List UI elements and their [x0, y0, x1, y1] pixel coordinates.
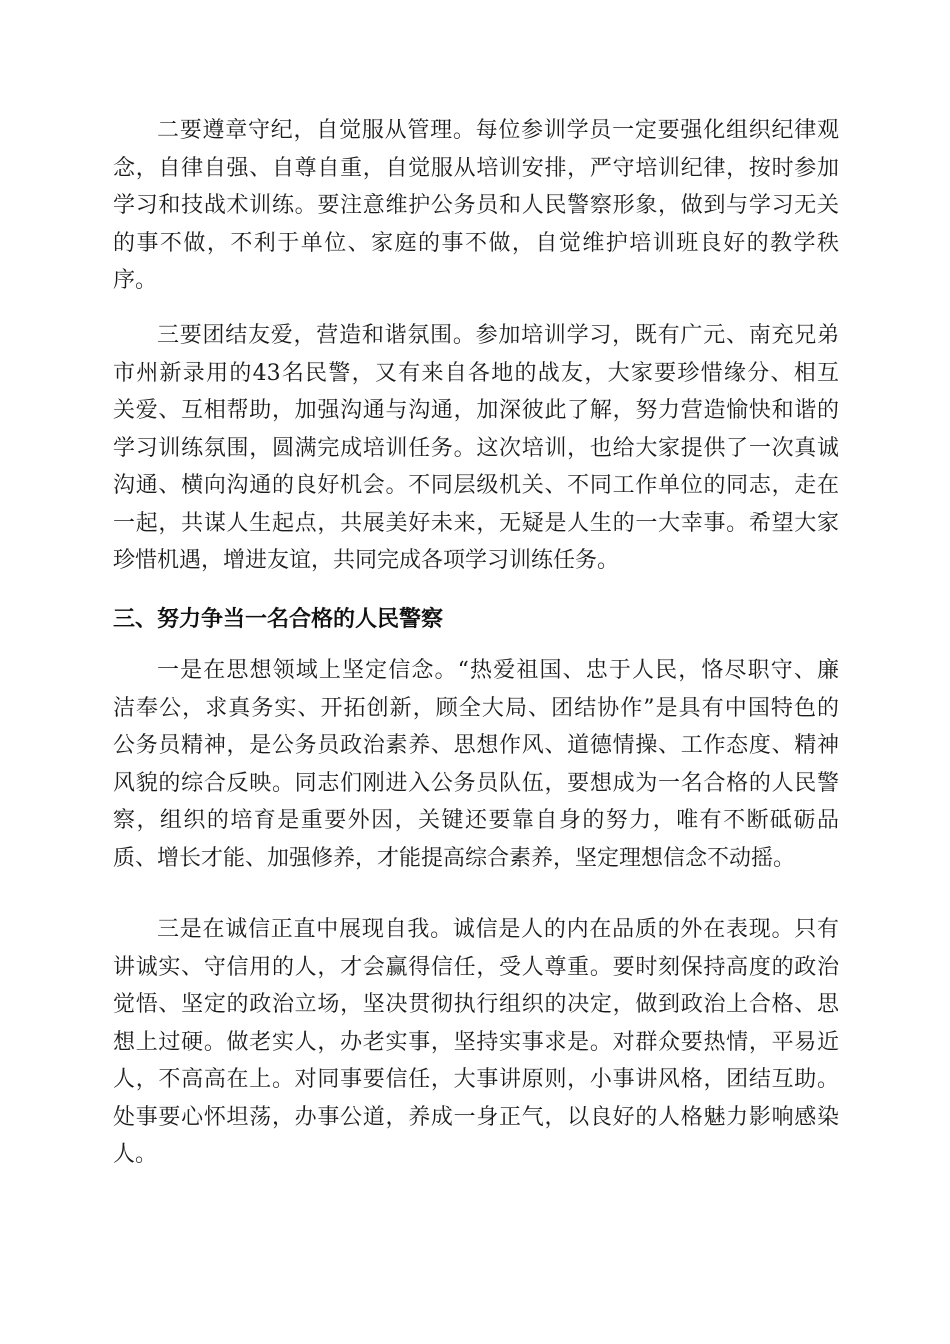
- text-line: 学习训练氛围，圆满完成培训任务。这次培训，也给大家提供了一次真诚: [113, 435, 839, 461]
- text-line: 学习和技战术训练。要注意维护公务员和人民警察形象，做到与学习无关: [113, 193, 839, 218]
- text-line: 市州新录用的43名民警，又有来自各地的战友，大家要珍惜缘分、相互: [113, 360, 839, 386]
- text-line: 念，自律自强、自尊自重，自觉服从培训安排，严守培训纪律，按时参加: [113, 155, 839, 181]
- text-line: 公务员精神，是公务员政治素养、思想作风、道德情操、工作态度、精神: [113, 733, 839, 758]
- text-line: 一是在思想领域上坚定信念。“热爱祖国、忠于人民，恪尽职守、廉: [157, 658, 839, 683]
- paragraph-belief: [113, 652, 839, 877]
- text-line: 觉悟、坚定的政治立场，坚决贯彻执行组织的决定，做到政治上合格、思: [113, 992, 839, 1017]
- text-line: 的事不做，不利于单位、家庭的事不做，自觉维护培训班良好的教学秩: [113, 230, 839, 256]
- paragraph-unity: [113, 317, 839, 580]
- text-line: 察，组织的培育是重要外因，关键还要靠自身的努力，唯有不断砥砺品: [113, 808, 839, 833]
- text-line: 质、增长才能、加强修养，才能提高综合素养，坚定理想信念不动摇。: [113, 845, 796, 871]
- text-line: 三是在诚信正直中展现自我。诚信是人的内在品质的外在表现。只有: [157, 917, 839, 942]
- text-line: 一起，共谋人生起点，共展美好未来，无疑是人生的一大幸事。希望大家: [113, 510, 839, 536]
- text-line: 二要遵章守纪，自觉服从管理。每位参训学员一定要强化组织纪律观: [157, 118, 839, 143]
- text-line: 风貌的综合反映。同志们刚进入公务员队伍，要想成为一名合格的人民警: [113, 770, 839, 796]
- text-line: 处事要心怀坦荡，办事公道，养成一身正气，以良好的人格魅力影响感染: [113, 1104, 839, 1130]
- text-line: 三要团结友爱，营造和谐氛围。参加培训学习，既有广元、南充兄弟: [157, 323, 839, 348]
- text-line: 想上过硬。做老实人，办老实事，坚持实事求是。对群众要热情，平易近: [113, 1029, 839, 1055]
- text-line: 关爱、互相帮助，加强沟通与沟通，加深彼此了解，努力营造愉快和谐的: [113, 398, 839, 423]
- text-line: 序。: [113, 268, 158, 293]
- text-line: 洁奉公，求真务实、开拓创新，顾全大局、团结协作”是具有中国特色的: [113, 695, 839, 721]
- section-heading: 三、努力争当一名合格的人民警察: [113, 607, 444, 632]
- paragraph-discipline: [113, 112, 839, 300]
- text-line: 讲诚实、守信用的人，才会赢得信任，受人尊重。要时刻保持高度的政治: [113, 954, 839, 980]
- text-line: 人，不高高在上。对同事要信任，大事讲原则，小事讲风格，团结互助。: [113, 1067, 839, 1092]
- text-line: 人。: [113, 1142, 158, 1167]
- text-line: 沟通、横向沟通的良好机会。不同层级机关、不同工作单位的同志，走在: [113, 473, 839, 498]
- paragraph-integrity: [113, 911, 839, 1174]
- text-line: 珍惜机遇，增进友谊，共同完成各项学习训练任务。: [113, 548, 620, 573]
